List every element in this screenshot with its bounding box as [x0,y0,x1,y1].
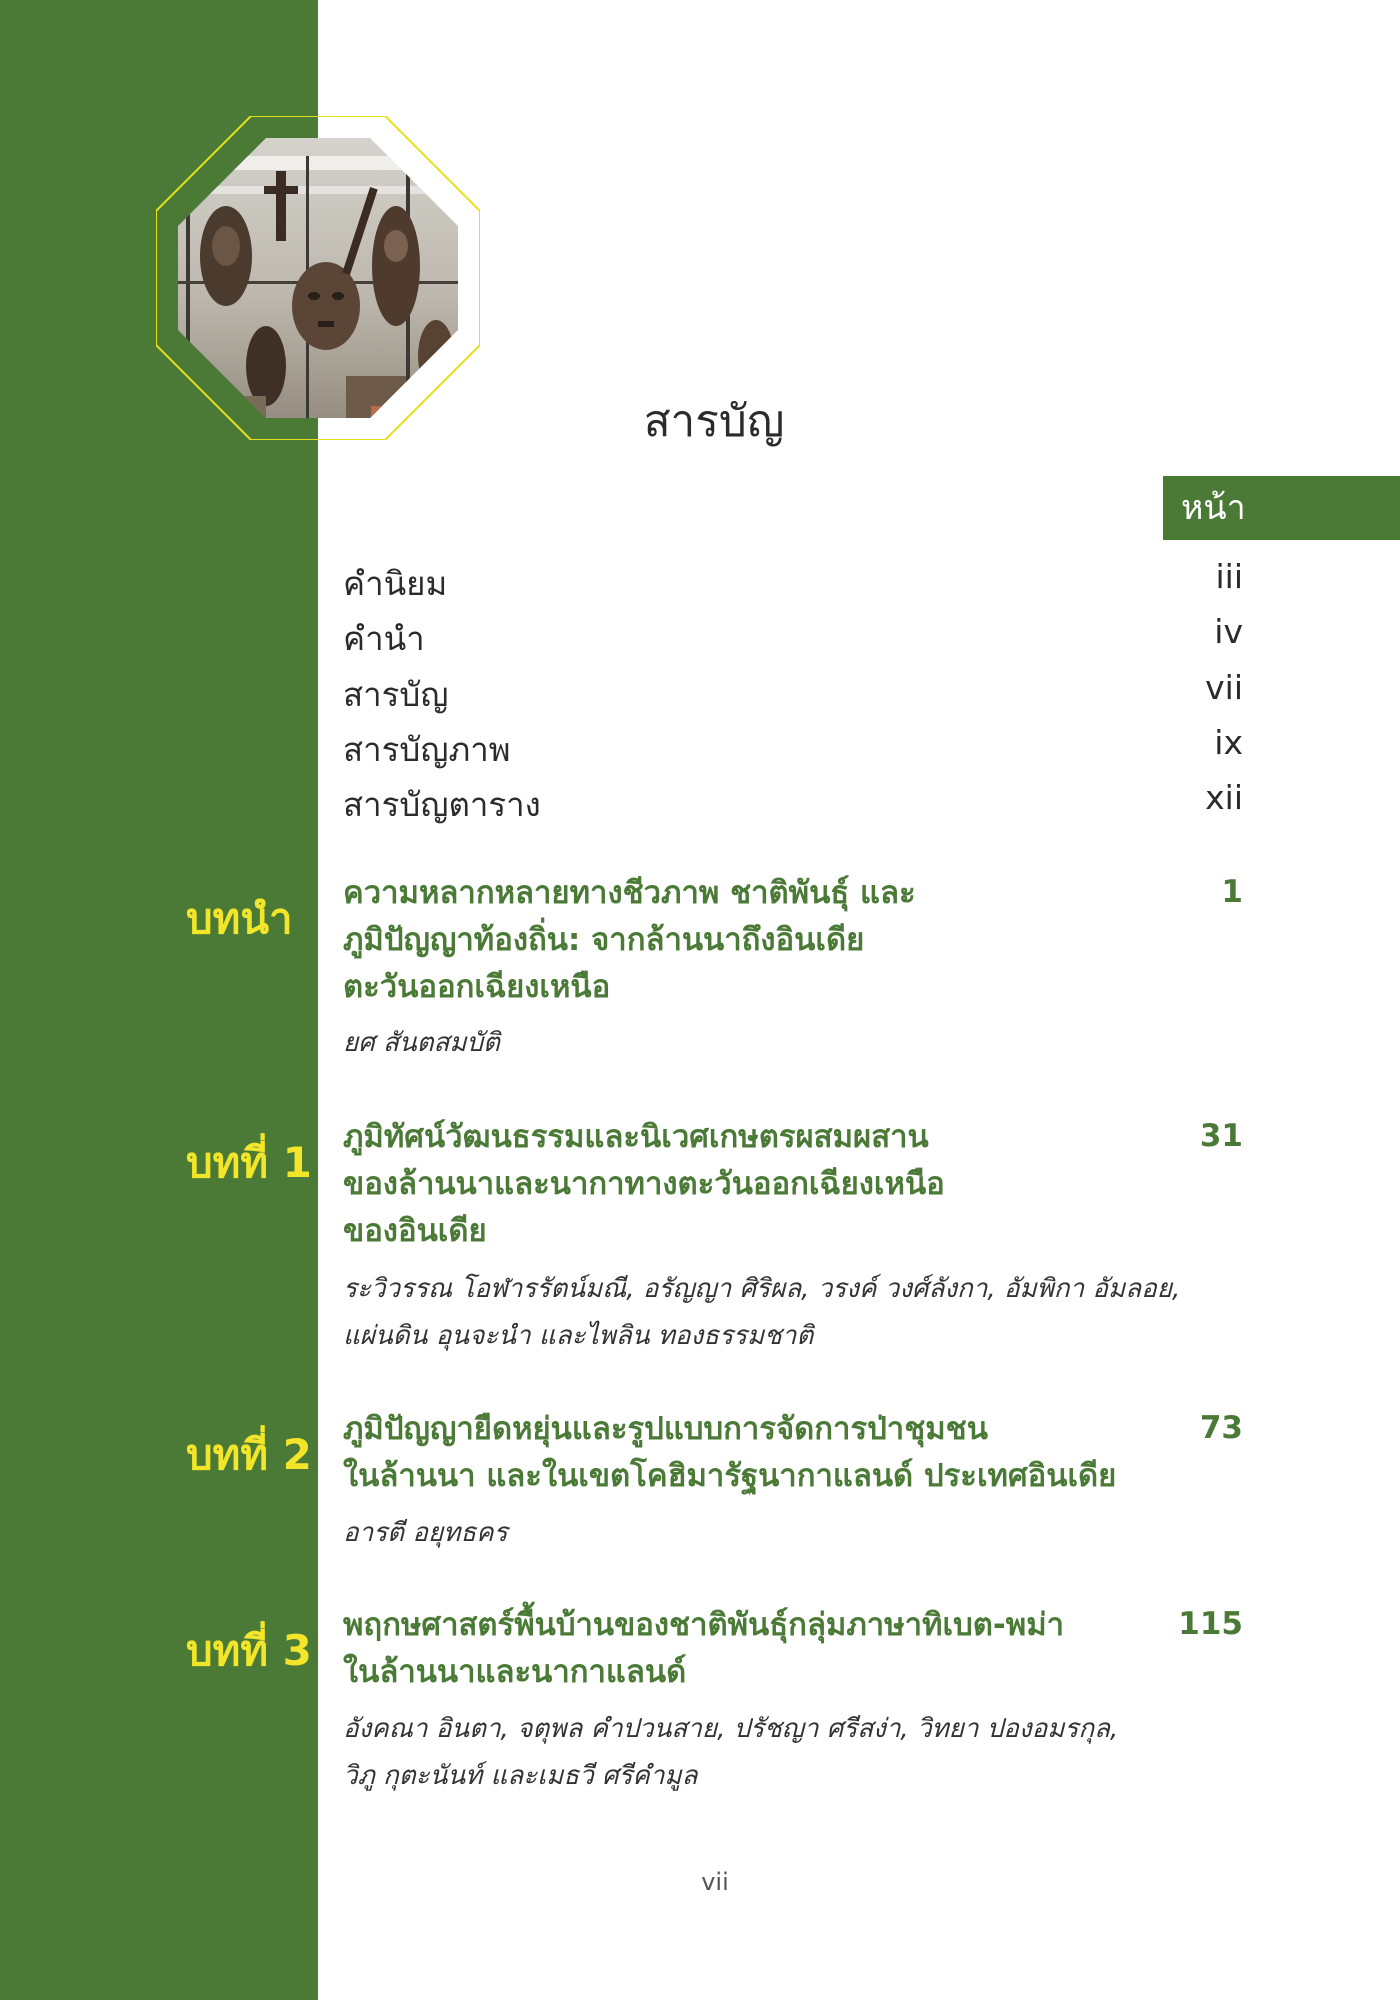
toc-entry-title: คำนิยม [343,564,448,603]
toc-entry-page: ix [1214,723,1243,762]
chapter-title-3[interactable] [343,1602,1163,1696]
chapter-label-1: บทที่ 1 [186,1138,312,1187]
chapter-page-2: 73 [1199,1410,1243,1446]
author-line: แผ่นดิน อุนจะนำ และไพลิน ทองธรรมชาติ [343,1321,814,1351]
chapter-label-2: บทที่ 2 [186,1430,312,1479]
chapter-page-intro: 1 [1221,874,1243,910]
toc-entry-page: iii [1215,557,1243,596]
museum-artifacts-photo [156,116,480,440]
toc-entry-title: สารบัญ [343,675,449,714]
page-column-header: หน้า [1163,476,1400,540]
chapter-title-line: ในล้านนา และในเขตโคฮิมารัฐนากาแลนด์ ประเทศอินเดีย [343,1458,1117,1494]
chapter-title-intro[interactable] [343,870,1163,1011]
toc-entry-title: สารบัญตาราง [343,785,541,824]
author-line: อารตี อยุทธคร [343,1518,508,1548]
toc-frontmatter-row[interactable] [343,723,1243,775]
chapter-title-line: ภูมิปัญญายืดหยุ่นและรูปแบบการจัดการป่าชุมชน [343,1411,988,1447]
chapter-authors-1 [343,1266,1181,1360]
chapter-title-line: ของล้านนาและนากาทางตะวันออกเฉียงเหนือ [343,1166,945,1202]
chapter-title-line: ความหลากหลายทางชีวภาพ ชาติพันธุ์ และ [343,875,916,911]
page-title: สารบัญ [643,396,785,447]
toc-frontmatter-row[interactable] [343,668,1243,720]
chapter-title-line: ภูมิทัศน์วัฒนธรรมและนิเวศเกษตรผสมผสาน [343,1119,929,1155]
chapter-label-intro: บทนำ [186,894,293,943]
chapter-title-line: พฤกษศาสตร์พื้นบ้านของชาติพันธุ์กลุ่มภาษาทิเบต-พม่า [343,1607,1065,1643]
author-line: ยศ สันตสมบัติ [343,1028,500,1058]
toc-entry-title: คำนำ [343,619,425,658]
chapter-page-1: 31 [1199,1118,1243,1154]
toc-frontmatter-row[interactable] [343,778,1243,830]
author-line: วิภู กุตะนันท์ และเมธวี ศรีคำมูล [343,1761,698,1791]
toc-frontmatter-row[interactable] [343,612,1243,664]
chapter-title-line: ในล้านนาและนากาแลนด์ [343,1654,687,1690]
toc-entry-page: vii [1205,668,1243,707]
toc-entry-page: iv [1214,612,1243,651]
chapter-title-line: ของอินเดีย [343,1213,487,1249]
chapter-authors-3 [343,1706,1173,1800]
page-number: vii [701,1868,729,1896]
chapter-title-2[interactable] [343,1406,1163,1500]
author-line: อังคณา อินตา, จตุพล คำปวนสาย, ปรัชญา ศรีสง่า, วิทยา ปองอมรกุล, [343,1714,1119,1744]
chapter-title-1[interactable] [343,1114,1163,1255]
chapter-authors-intro [343,1020,1173,1067]
toc-entry-page: xii [1205,778,1243,817]
chapter-title-line: ภูมิปัญญาท้องถิ่น: จากล้านนาถึงอินเดีย [343,922,865,958]
toc-frontmatter-row[interactable] [343,557,1243,609]
chapter-label-3: บทที่ 3 [186,1626,312,1675]
author-line: ระวิวรรณ โอฬารรัตน์มณี, อรัญญา ศิริผล, วรงค์ วงศ์ลังกา, อัมพิกา อัมลอย, [343,1274,1181,1304]
chapter-title-line: ตะวันออกเฉียงเหนือ [343,969,611,1005]
chapter-page-3: 115 [1178,1606,1243,1642]
toc-entry-title: สารบัญภาพ [343,730,511,769]
chapter-authors-2 [343,1510,1173,1557]
